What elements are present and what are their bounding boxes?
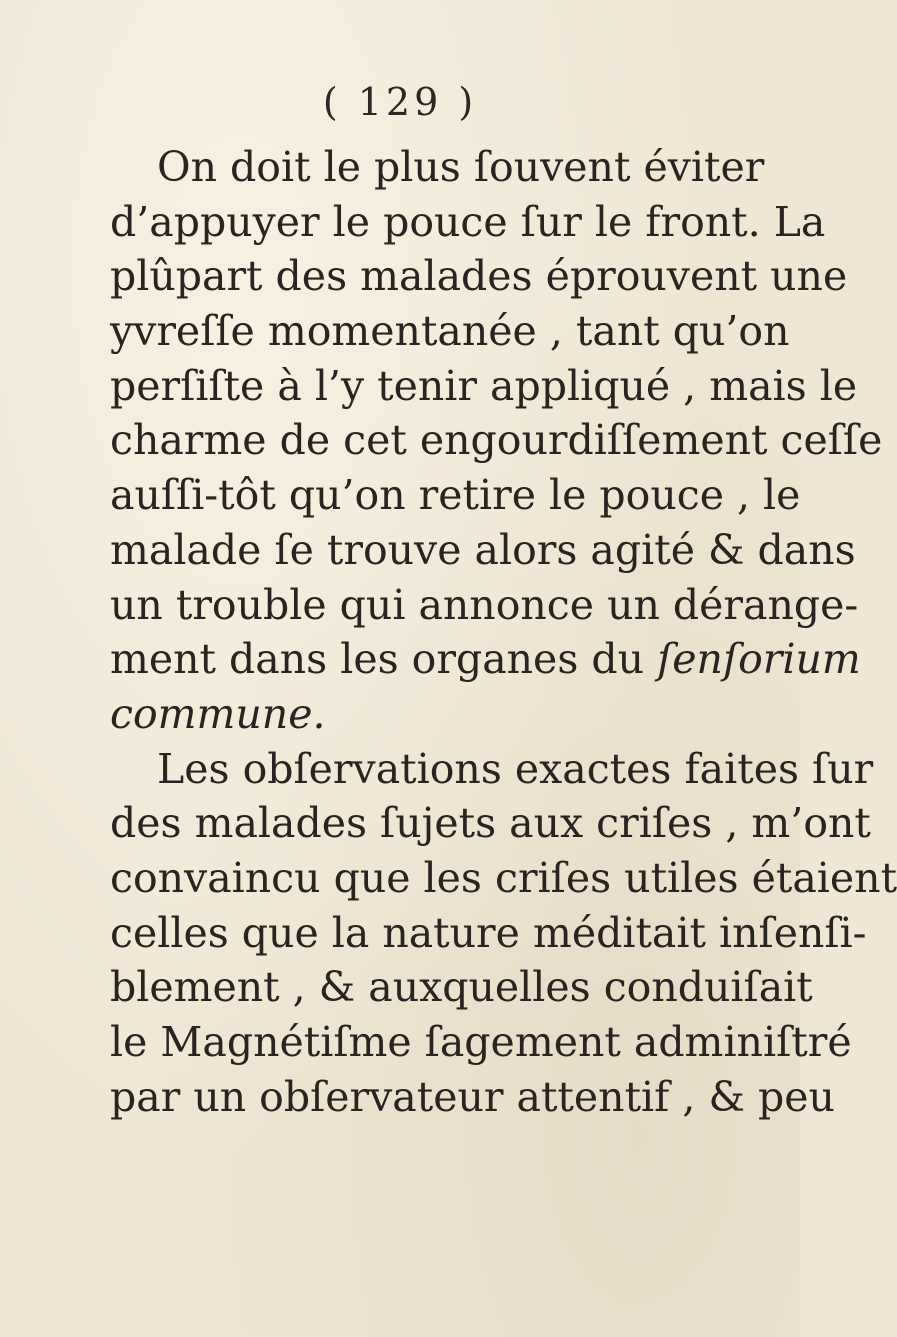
text-line: d’appuyer le pouce ſur le front. La: [110, 197, 826, 246]
body-text: [110, 140, 897, 1124]
text-line: un trouble qui annonce un dérange-: [110, 580, 859, 629]
text-line: yvreſſe momentanée , tant qu’on: [110, 307, 790, 356]
italic-term: ſenſorium: [657, 635, 861, 684]
page-number: ( 129 ): [322, 80, 478, 124]
text-line: perſiſte à l’y tenir appliqué , mais le: [110, 361, 858, 410]
text-line: malade ſe trouve alors agité & dans: [110, 525, 856, 574]
text-line: celles que la nature méditait inſenſi-: [110, 908, 867, 957]
text-line-with-italic: [110, 632, 861, 687]
text-line: Les obſervations exactes faites ſur: [157, 744, 874, 793]
text-line: des malades ſujets aux criſes , m’ont: [110, 799, 871, 848]
paragraph-2: [110, 742, 897, 1125]
paragraph-1: [110, 140, 883, 742]
text-line-italic: commune.: [110, 689, 326, 738]
text-line: blement , & auxquelles conduiſait: [110, 963, 813, 1012]
text-line: le Magnétiſme ſagement adminiſtré: [110, 1018, 852, 1066]
text-line: On doit le plus ſouvent éviter: [157, 143, 765, 191]
text-line: charme de cet engourdiſſement ceſſe: [110, 416, 883, 465]
text-line: auſſi-tôt qu’on retire le pouce , le: [110, 471, 801, 520]
text-line-roman-part: ment dans les organes du: [110, 635, 645, 684]
text-line: par un obſervateur attentif , & peu: [110, 1072, 835, 1121]
text-line: plûpart des malades éprouvent une: [110, 252, 848, 301]
text-line: convaincu que les criſes utiles étaient: [110, 853, 897, 902]
